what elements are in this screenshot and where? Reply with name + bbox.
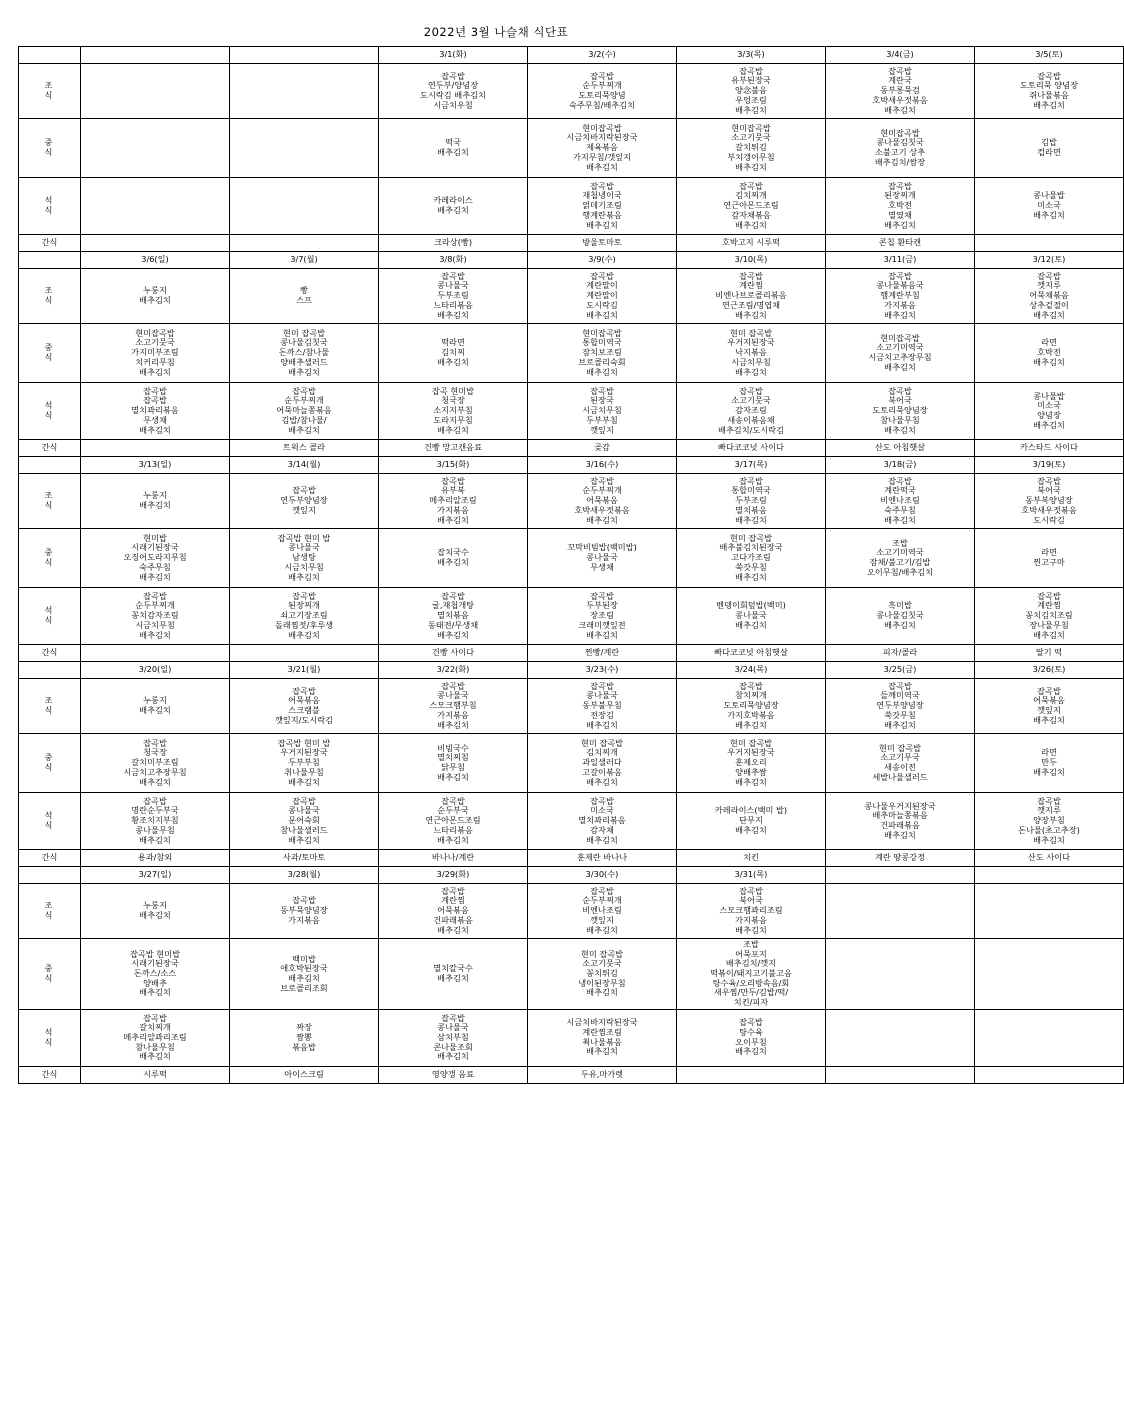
date-header-row (19, 867, 1124, 884)
breakfast-row (19, 884, 1124, 939)
dinner-cell: 잡곡밥 두부된장 장조림 크래미깻잎전 배추김치 (528, 588, 677, 645)
snack-cell (230, 645, 379, 662)
date-cell: 3/20(일) (81, 662, 230, 679)
lunch-label: 중 식 (19, 734, 81, 793)
snack-cell (826, 1066, 975, 1083)
snack-cell (677, 1066, 826, 1083)
date-cell: 3/31(목) (677, 867, 826, 884)
date-cell: 3/5(토) (975, 47, 1124, 64)
date-cell: 3/24(목) (677, 662, 826, 679)
dinner-cell: 카레라이스 배추김치 (379, 178, 528, 235)
snack-cell: 호박고지 시루떡 (677, 235, 826, 252)
date-cell: 3/12(토) (975, 252, 1124, 269)
dinner-cell: 잡곡밥 북어국 도토리묵양념장 참나물무침 배추김치 (826, 383, 975, 440)
date-header-row (19, 252, 1124, 269)
date-cell: 3/21(월) (230, 662, 379, 679)
dinner-label: 석 식 (19, 588, 81, 645)
snack-cell: 피자/콜라 (826, 645, 975, 662)
dinner-cell: 잡곡밥 순두부찌개 어묵마늘쫑볶음 김밥/참나물/ 배추김치 (230, 383, 379, 440)
lunch-cell: 잡곡밥 현미 밥 콩나물국 남생탕 시금치무침 배추김치 (230, 529, 379, 588)
date-cell: 3/11(금) (826, 252, 975, 269)
lunch-cell: 떡라면 김치찌 배추김치 (379, 324, 528, 383)
lunch-cell: 현미잡곡밥 통합미역국 잠치보조림 브로콜리숙회 배추김치 (528, 324, 677, 383)
dinner-cell: 짜장 짬뽕 볶음밥 (230, 1009, 379, 1066)
breakfast-cell: 잡곡밥 계란떡국 비엔나조림 숙주무침 배추김치 (826, 474, 975, 529)
dinner-cell: 콩나물밥 미소국 양념장 배추김치 (975, 383, 1124, 440)
date-cell: 3/25(금) (826, 662, 975, 679)
date-cell: 3/14(월) (230, 457, 379, 474)
date-cell: 3/22(화) (379, 662, 528, 679)
lunch-cell: 잡곡밥 청국장 갈치미부조림 시금치고추장무침 배추김치 (81, 734, 230, 793)
lunch-cell: 현미잡곡밥 시금치바지락된장국 제육볶음 가지무침/갯잎지 배추김치 (528, 119, 677, 178)
lunch-label: 중 식 (19, 529, 81, 588)
dinner-cell: 잡곡밥 순두부찌개 꽁치감자조림 시금치무침 배추김치 (81, 588, 230, 645)
snack-label: 간식 (19, 235, 81, 252)
lunch-cell: 현미 잡곡밥 우거지된장국 훈제오리 양배추쌈 배추김치 (677, 734, 826, 793)
lunch-cell: 비빔국수 멸치찌침 닭무침 배추김치 (379, 734, 528, 793)
breakfast-cell: 잡곡밥 계란찜 어묵볶음 건파래볶음 배추김치 (379, 884, 528, 939)
snack-cell: 영양갱 음료 (379, 1066, 528, 1083)
dinner-row (19, 1009, 1124, 1066)
dinner-cell: 잡곡밥 된장국 시금치무침 두부부침 깻잎지 (528, 383, 677, 440)
date-cell: 3/30(수) (528, 867, 677, 884)
snack-cell: 계란 땅콩강정 (826, 850, 975, 867)
lunch-cell: 조밥 어묵포지 배추김치/깻지 떡볶이/돼지고기불고음 탕수육/오리방속음/회 새우찜/만두/김밥/떡/ 치킨/피자 (677, 939, 826, 1010)
breakfast-label: 조 식 (19, 884, 81, 939)
snack-cell (81, 235, 230, 252)
snack-row (19, 645, 1124, 662)
snack-cell (230, 235, 379, 252)
lunch-cell: 잡곡밥 현미밥 시래기된장국 돈까스/소스 양배추 배추김치 (81, 939, 230, 1010)
breakfast-cell: 잡곡밥 순두부찌개 어묵볶음 호박새우젓볶음 배추김치 (528, 474, 677, 529)
dinner-cell: 잡곡밥 김치찌개 연근아몬드조림 감자채볶음 배추김치 (677, 178, 826, 235)
lunch-cell: 현미 잡곡밥 배추불김치된장국 고다가조림 쑥갓무침 배추김치 (677, 529, 826, 588)
breakfast-cell: 누룽지 배추김치 (81, 269, 230, 324)
lunch-cell: 현미잡곡밥 소고기뭇국 갈치튀김 부치갱이무침 배추김치 (677, 119, 826, 178)
date-cell: 3/18(금) (826, 457, 975, 474)
dinner-cell: 잡곡밥 순두부국 연근아몬드조림 느타리볶음 배추김치 (379, 793, 528, 850)
breakfast-cell: 잡곡밥 통합미역국 두부조림 멸치볶음 배추김치 (677, 474, 826, 529)
date-cell (230, 47, 379, 64)
date-cell: 3/27(일) (81, 867, 230, 884)
lunch-row (19, 119, 1124, 178)
lunch-cell: 현미밥 시래기된장국 오징어도라지무침 숙주무침 배추김치 (81, 529, 230, 588)
breakfast-cell (230, 64, 379, 119)
lunch-label: 중 식 (19, 939, 81, 1010)
lunch-cell: 현미잡곡밥 콩나물김칫국 소불고기 상추 배추김치/쌈장 (826, 119, 975, 178)
date-cell: 3/28(월) (230, 867, 379, 884)
breakfast-cell: 잡곡밥 계란국 동부롱묵검 호박새우젓볶음 배추김치 (826, 64, 975, 119)
lunch-cell: 라면 만두 배추김치 (975, 734, 1124, 793)
date-cell: 3/8(화) (379, 252, 528, 269)
breakfast-row (19, 679, 1124, 734)
lunch-cell: 백미밥 애호박된장국 배추김치 브로콜리조회 (230, 939, 379, 1010)
breakfast-cell: 잡곡밥 유부된장국 양念불음 우엉조림 배추김치 (677, 64, 826, 119)
breakfast-label: 조 식 (19, 679, 81, 734)
lunch-cell: 잡곡밥 현미 밥 우거지된장국 두부부침 취나물무침 배추김치 (230, 734, 379, 793)
snack-row (19, 1066, 1124, 1083)
date-cell: 3/29(화) (379, 867, 528, 884)
lunch-cell: 현미 잡곡밥 콩나물김칫국 돈까스/참나물 양배추샐러드 배추김치 (230, 324, 379, 383)
date-cell: 3/13(일) (81, 457, 230, 474)
snack-cell: 두유,마가렛 (528, 1066, 677, 1083)
dinner-cell: 잡곡밥 계란찜 꽁치김치조림 장나물무침 배추김치 (975, 588, 1124, 645)
breakfast-cell: 누룽지 배추김치 (81, 679, 230, 734)
lunch-row (19, 324, 1124, 383)
breakfast-cell: 누룽지 배추김치 (81, 884, 230, 939)
breakfast-row (19, 269, 1124, 324)
dinner-cell: 잡곡밥 소고기뭇국 감자조림 새송이볶음채 배추김치/도시락김 (677, 383, 826, 440)
breakfast-cell: 잡곡밥 유부북 메추리알조림 가지볶음 배추김치 (379, 474, 528, 529)
snack-label: 간식 (19, 645, 81, 662)
breakfast-cell: 잡곡밥 콩나물볶음국 햄계란부침 가지볶음 배추김치 (826, 269, 975, 324)
lunch-cell: 조밥 소고기미역국 잠채/불고기/김밥 오이무침/배추김치 (826, 529, 975, 588)
date-cell (975, 867, 1124, 884)
snack-cell: 방울토마토 (528, 235, 677, 252)
snack-label: 간식 (19, 850, 81, 867)
breakfast-cell: 잡곡밥 깻지루 어묵채볶음 상추겉절이 배추김치 (975, 269, 1124, 324)
dinner-row (19, 383, 1124, 440)
lunch-cell: 떡국 배추김치 (379, 119, 528, 178)
snack-cell: 사과/토마토 (230, 850, 379, 867)
breakfast-cell: 잡곡밥 도토리묵 양념장 쥐나물볶음 배추김치 (975, 64, 1124, 119)
lunch-cell: 현미 잡곡밥 김치찌개 과일샐러다 고갈이볶음 배추김치 (528, 734, 677, 793)
corner-cell (19, 252, 81, 269)
dinner-cell: 잡곡밥 재첩냉이국 얽데기조림 행계란볶음 배추김치 (528, 178, 677, 235)
dinner-cell: 잡곡밥 콩나물국 삼치부침 콘나물조회 배추김치 (379, 1009, 528, 1066)
date-cell: 3/16(수) (528, 457, 677, 474)
lunch-cell: 현미 잡곡밥 우거지된장국 낙지볶음 시금치무침 배추김치 (677, 324, 826, 383)
date-header-row (19, 457, 1124, 474)
breakfast-cell: 잡곡밥 콩나물국 스모크햄부침 가지볶음 배추김치 (379, 679, 528, 734)
breakfast-cell (975, 884, 1124, 939)
snack-row (19, 235, 1124, 252)
snack-cell: 훈제란 바나나 (528, 850, 677, 867)
breakfast-cell: 잡곡밥 북어국 동부복양념장 호박새우젓볶음 도시락김 (975, 474, 1124, 529)
snack-row (19, 850, 1124, 867)
dinner-cell: 카레라이스(백미 밥) 단무지 배추김치 (677, 793, 826, 850)
lunch-label: 중 식 (19, 324, 81, 383)
snack-cell: 용과/참외 (81, 850, 230, 867)
dinner-cell: 잡곡밥 된장찌개 쇠고기장조림 돌래찜젓/후루생 배추김치 (230, 588, 379, 645)
breakfast-cell: 잡곡밥 연두부/양념장 도시락김 배추김치 시금치우침 (379, 64, 528, 119)
lunch-cell (230, 119, 379, 178)
date-cell: 3/15(화) (379, 457, 528, 474)
date-cell: 3/9(수) (528, 252, 677, 269)
date-cell: 3/10(목) (677, 252, 826, 269)
snack-label: 간식 (19, 1066, 81, 1083)
page-title: 2022년 3월 나슬채 식단표 (423, 25, 569, 39)
breakfast-cell: 잡곡밥 동부묵양념장 가지볶음 (230, 884, 379, 939)
breakfast-row (19, 64, 1124, 119)
lunch-cell (81, 119, 230, 178)
snack-cell: 카스타드 사이다 (975, 440, 1124, 457)
dinner-cell: 콩나물밥 미소국 배추김치 (975, 178, 1124, 235)
dinner-row (19, 588, 1124, 645)
lunch-cell: 멸치칼국수 배추김치 (379, 939, 528, 1010)
snack-cell: 바나나/계란 (379, 850, 528, 867)
corner-cell (19, 457, 81, 474)
breakfast-row (19, 474, 1124, 529)
dinner-cell: 잡곡밥 깻지루 양장부침 돈나물(초고추장) 배추김치 (975, 793, 1124, 850)
breakfast-cell: 빵 스프 (230, 269, 379, 324)
dinner-cell: 시금치바지락된장국 계란찜조림 쵝나물볶음 배추김치 (528, 1009, 677, 1066)
breakfast-cell: 누룽지 배추김치 (81, 474, 230, 529)
dinner-label: 석 식 (19, 793, 81, 850)
dinner-cell: 흑미밥 콩나물김칫국 배추김치 (826, 588, 975, 645)
lunch-row (19, 734, 1124, 793)
snack-cell: 콘칩 환타캔 (826, 235, 975, 252)
date-cell: 3/2(수) (528, 47, 677, 64)
lunch-cell: 현미 잡곡밥 소고기뭇국 꽁치튀김 냉이된장무침 배추김치 (528, 939, 677, 1010)
dinner-row (19, 178, 1124, 235)
breakfast-label: 조 식 (19, 64, 81, 119)
breakfast-cell: 잡곡밥 연두부양념장 깻잎지 (230, 474, 379, 529)
dinner-cell (81, 178, 230, 235)
breakfast-cell: 잡곡밥 어묵볶음 스크램블 깻잎지/도시락김 (230, 679, 379, 734)
dinner-cell: 잡곡밥 탕수육 오이무침 배추김치 (677, 1009, 826, 1066)
snack-cell (81, 440, 230, 457)
date-cell (826, 867, 975, 884)
snack-row (19, 440, 1124, 457)
snack-cell (81, 645, 230, 662)
snack-cell: 아이스크림 (230, 1066, 379, 1083)
dinner-cell (826, 1009, 975, 1066)
breakfast-label: 조 식 (19, 474, 81, 529)
corner-cell (19, 47, 81, 64)
dinner-cell: 잡곡밥 명란순두부국 황조치지부침 콩나물무침 배추김치 (81, 793, 230, 850)
dinner-label: 석 식 (19, 178, 81, 235)
snack-cell: 크라상(빵) (379, 235, 528, 252)
snack-cell: 시루떡 (81, 1066, 230, 1083)
breakfast-cell: 잡곡밥 콩나물국 동부불무침 전장김 배추김치 (528, 679, 677, 734)
date-cell: 3/6(일) (81, 252, 230, 269)
lunch-cell (826, 939, 975, 1010)
dinner-cell: 잡곡밥 콩나물국 문어숙회 참나물샐러드 배추김치 (230, 793, 379, 850)
dinner-cell (975, 1009, 1124, 1066)
breakfast-cell: 잡곡밥 북어국 스모크햄꽈리조림 가지볶음 배추김치 (677, 884, 826, 939)
dinner-row (19, 793, 1124, 850)
dinner-label: 석 식 (19, 383, 81, 440)
dinner-cell (230, 178, 379, 235)
date-cell: 3/3(목) (677, 47, 826, 64)
corner-cell (19, 662, 81, 679)
date-cell: 3/1(화) (379, 47, 528, 64)
dinner-cell: 잡곡밥 갈치찌개 메추리알꽈리조림 참나물무침 배추김치 (81, 1009, 230, 1066)
menu-table (18, 46, 1124, 1084)
snack-cell: 빠다코코넛 사이다 (677, 440, 826, 457)
lunch-cell: 현미잡곡밥 소고기미역국 시금치고추장무침 배추김치 (826, 324, 975, 383)
dinner-cell: 벤뎅이회덮밥(백미) 콩나물국 배추김치 (677, 588, 826, 645)
dinner-cell: 잡곡밥 된장찌개 호박전 멸였채 배추김치 (826, 178, 975, 235)
snack-cell: 건빵 망고캔음료 (379, 440, 528, 457)
lunch-row (19, 529, 1124, 588)
breakfast-cell: 잡곡밥 순두부찌개 도토리묵양념 숙주무침/배추김치 (528, 64, 677, 119)
snack-cell: 산도 사이다 (975, 850, 1124, 867)
snack-cell (975, 235, 1124, 252)
breakfast-cell: 잡곡밥 순두부찌개 비엔나조림 깻잎지 배추김치 (528, 884, 677, 939)
snack-cell: 빠다코코넛 아침햇살 (677, 645, 826, 662)
lunch-row (19, 939, 1124, 1010)
date-cell: 3/23(수) (528, 662, 677, 679)
breakfast-cell (81, 64, 230, 119)
breakfast-cell: 잡곡밥 계란찜 비엔나브로콜리볶음 연근조림/명엽채 배추김치 (677, 269, 826, 324)
breakfast-cell: 잡곡밥 어묵볶음 깻잎지 배추김치 (975, 679, 1124, 734)
dinner-cell: 콩나물우거지된장국 배추마늘쫑볶음 건파래볶음 배추김치 (826, 793, 975, 850)
dinner-cell: 잡곡밥 굴,재첩개탕 멸치볶음 동태전/무생채 배추김치 (379, 588, 528, 645)
lunch-cell: 잡치국수 배추김치 (379, 529, 528, 588)
date-header-row (19, 662, 1124, 679)
lunch-cell: 라면 호박전 배추김치 (975, 324, 1124, 383)
dinner-label: 석 식 (19, 1009, 81, 1066)
snack-cell: 찐빵/계란 (528, 645, 677, 662)
snack-cell: 치킨 (677, 850, 826, 867)
breakfast-cell: 잡곡밥 계란말이 계란말이 도시락김 배추김치 (528, 269, 677, 324)
date-cell (81, 47, 230, 64)
lunch-cell (975, 939, 1124, 1010)
lunch-cell: 꼬막비빔밥(백미밥) 콩나물국 무생채 (528, 529, 677, 588)
date-cell: 3/4(금) (826, 47, 975, 64)
breakfast-cell: 잡곡밥 들깨미역국 연두부양념장 쑥갓무침 배추김치 (826, 679, 975, 734)
date-cell: 3/7(월) (230, 252, 379, 269)
date-cell: 3/26(토) (975, 662, 1124, 679)
breakfast-cell: 잡곡밥 참치찌개 도토리묵양념장 가지호박볶음 배추김치 (677, 679, 826, 734)
breakfast-cell: 잡곡밥 콩나물국 두부조림 느타리볶음 배추김치 (379, 269, 528, 324)
snack-cell (975, 1066, 1124, 1083)
dinner-cell: 잡곡 현미밥 청국장 소지지부침 도라지무침 배추김치 (379, 383, 528, 440)
breakfast-label: 조 식 (19, 269, 81, 324)
breakfast-cell (826, 884, 975, 939)
snack-label: 간식 (19, 440, 81, 457)
lunch-cell: 현미 잡곡밥 소고기무국 새송이전 세발나물샐러드 (826, 734, 975, 793)
date-header-row (19, 47, 1124, 64)
dinner-cell: 잡곡밥 미소국 멸치꽈리볶음 감자채 배추김치 (528, 793, 677, 850)
date-cell: 3/17(목) (677, 457, 826, 474)
snack-cell: 곶감 (528, 440, 677, 457)
lunch-cell: 라면 찐고구마 (975, 529, 1124, 588)
date-cell: 3/19(토) (975, 457, 1124, 474)
snack-cell: 건빵 사이다 (379, 645, 528, 662)
snack-cell: 딸기 떡 (975, 645, 1124, 662)
corner-cell (19, 867, 81, 884)
dinner-cell: 잡곡밥 잡곡밥 멸치꽈리볶음 무생채 배추김치 (81, 383, 230, 440)
lunch-cell: 김밥 컵라면 (975, 119, 1124, 178)
lunch-label: 중 식 (19, 119, 81, 178)
snack-cell: 산도 아침햇살 (826, 440, 975, 457)
snack-cell: 트윅스 콜라 (230, 440, 379, 457)
lunch-cell: 현미잡곡밥 소고기뭇국 가지미부조림 치커리무침 배추김치 (81, 324, 230, 383)
